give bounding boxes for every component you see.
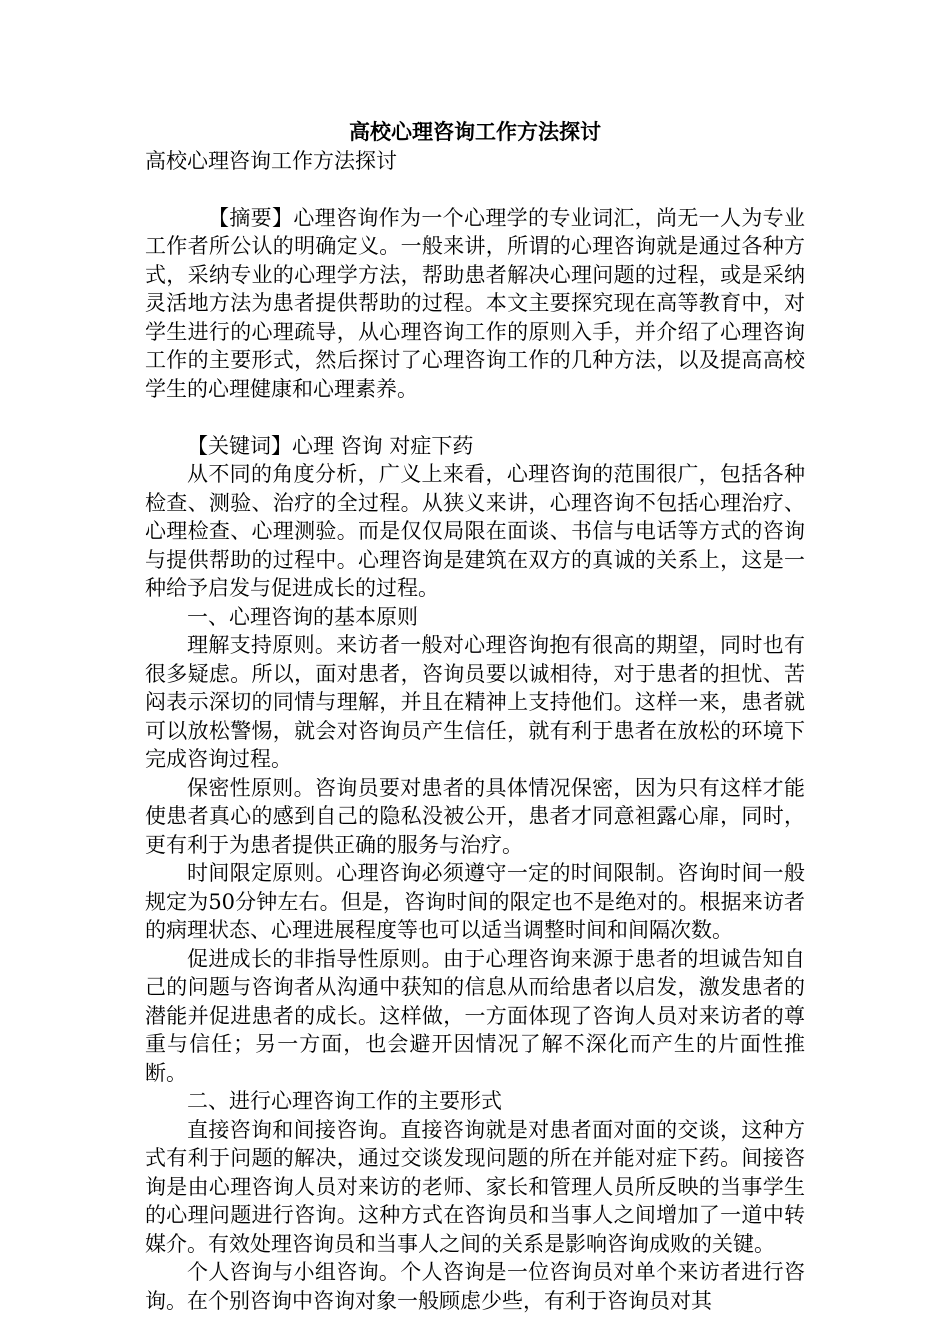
paragraph-growth-principle: 促进成长的非指导性原则。由于心理咨询来源于患者的坦诚告知自己的问题与咨询者从沟通中获知的信息从而给患者以启发，激发患者的潜能并促进患者的成长。这样做，一方面体现了咨询人员对来访者的尊重与信任；另一方面，也会避开因情况了解不深化而产生的片面性推断。 — [145, 946, 805, 1085]
document-subtitle: 高校心理咨询工作方法探讨 — [145, 148, 397, 173]
paragraph-understanding-principle: 理解支持原则。来访者一般对心理咨询抱有很高的期望，同时也有很多疑虑。所以，面对患者，咨询员要以诚相待，对于患者的担忧、苦闷表示深切的同情与理解，并且在精神上支持他们。这样一来，患者就可以放松警惕，就会对咨询员产生信任，就有利于患者在放松的环境下完成咨询过程。 — [145, 633, 805, 771]
document-body — [145, 118, 805, 1315]
abstract-paragraph: 【摘要】心理咨询作为一个心理学的专业词汇，尚无一人为专业工作者所公认的明确定义。一般来讲，所谓的心理咨询就是通过各种方式，采纳专业的心理学方法，帮助患者解决心理问题的过程，或是采纳灵活地方法为患者提供帮助的过程。本文主要探究现在高等教育中，对学生进行的心理疏导，从心理咨询工作的原则入手，并介绍了心理咨询工作的主要形式，然后探讨了心理咨询工作的几种方法，以及提高高校学生的心理健康和心理素养。 — [145, 205, 805, 401]
paragraph-direct-indirect: 直接咨询和间接咨询。直接咨询就是对患者面对面的交谈，这种方式有利于问题的解决，通过交谈发现问题的所在并能对症下药。间接咨询是由心理咨询人员对来访的老师、家长和管理人员所反映的当事学生的心理问题进行咨询。这种方式在咨询员和当事人之间增加了一道中转媒介。有效处理咨询员和当事人之间的关系是影响咨询成败的关键。 — [145, 1117, 805, 1256]
blank-line — [145, 175, 805, 204]
section-heading-principles: 一、心理咨询的基本原则 — [187, 604, 418, 629]
keywords-line: 【关键词】心理 咨询 对症下药 — [187, 433, 474, 458]
paragraph-time-limit-principle: 时间限定原则。心理咨询必须遵守一定的时间限制。咨询时间一般规定为50分钟左右。但是，咨询时间的限定也不是绝对的。根据来访者的病理状态、心理进展程度等也可以适当调整时间和间隔次数。 — [145, 861, 805, 942]
blank-line — [145, 403, 805, 432]
document-title: 高校心理咨询工作方法探讨 — [349, 119, 601, 144]
intro-paragraph: 从不同的角度分析，广义上来看，心理咨询的范围很广，包括各种检查、测验、治疗的全过程。从狭义来讲，心理咨询不包括心理治疗、心理检查、心理测验。而是仅仅局限在面谈、书信与电话等方式的咨询与提供帮助的过程中。心理咨询是建筑在双方的真诚的关系上，这是一种给予启发与促进成长的过程。 — [145, 462, 805, 600]
paragraph-individual-group: 个人咨询与小组咨询。个人咨询是一位咨询员对单个来访者进行咨询。在个别咨询中咨询对象一般顾虑少些，有利于咨询员对其 — [145, 1260, 805, 1313]
paragraph-confidentiality-principle: 保密性原则。咨询员要对患者的具体情况保密，因为只有这样才能使患者真心的感到自己的隐私没被公开，患者才同意袒露心扉，同时，更有利于为患者提供正确的服务与治疗。 — [145, 775, 805, 857]
section-heading-forms: 二、进行心理咨询工作的主要形式 — [187, 1089, 502, 1113]
